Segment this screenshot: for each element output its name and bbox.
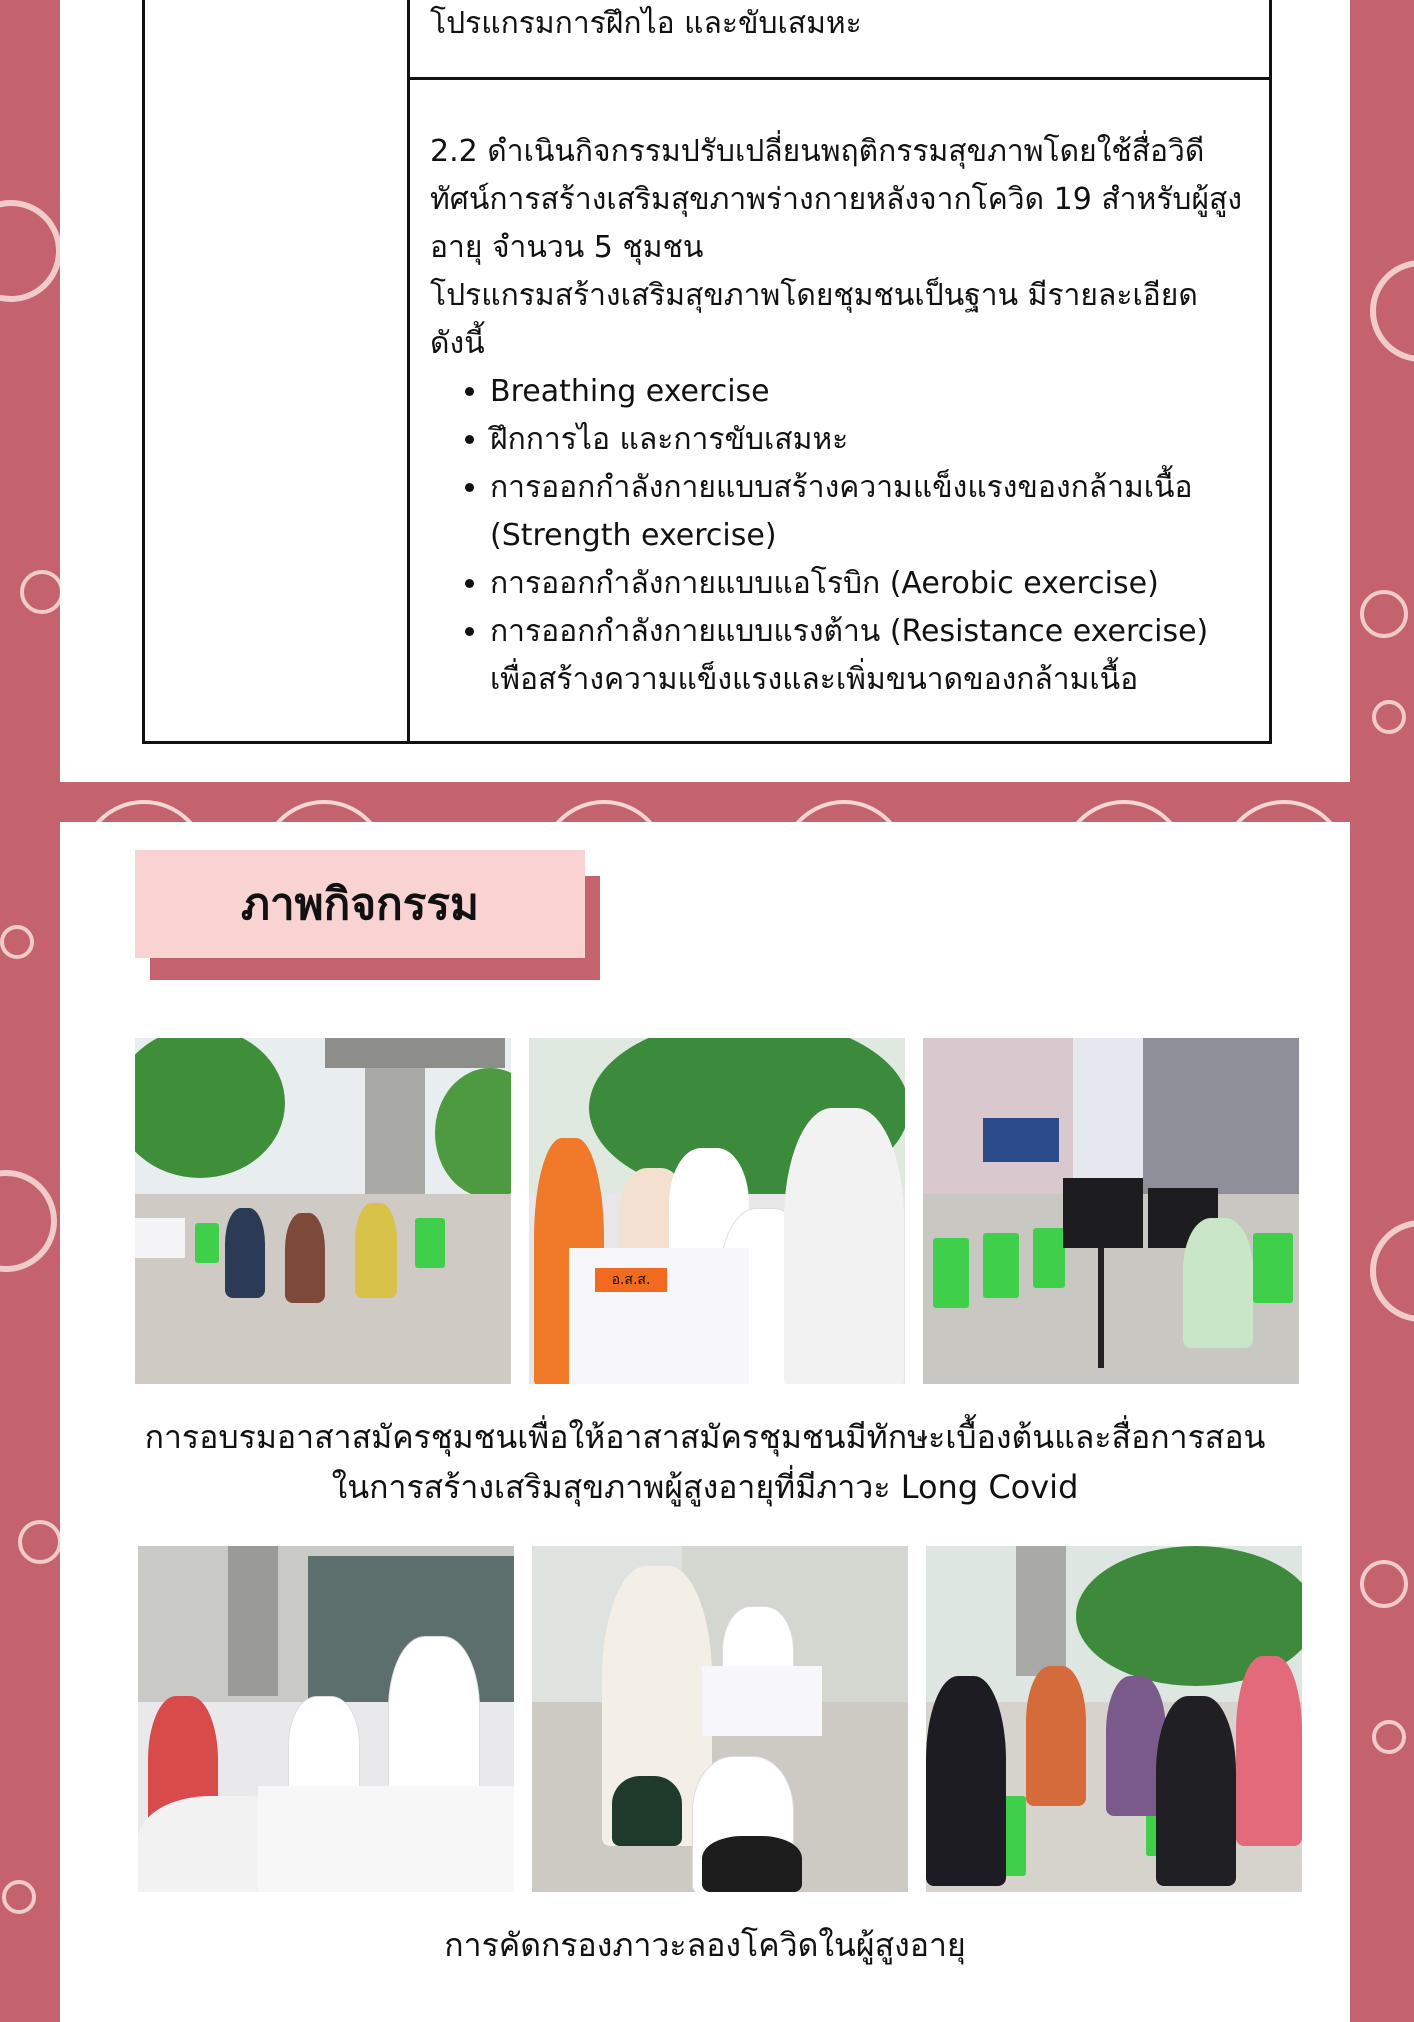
virus-motif-left-2 bbox=[20, 570, 64, 614]
virus-motif-right-6 bbox=[1372, 1720, 1406, 1754]
activity-photo-1 bbox=[135, 1038, 511, 1384]
virus-motif-left-4 bbox=[0, 1170, 57, 1272]
table-cell-activity bbox=[430, 128, 1250, 704]
virus-motif-right-1 bbox=[1370, 260, 1414, 362]
list-item: • การออกกำลังกายแบบสร้างความแข็งแรงของกล้ามเนื้อ (Strength exercise) bbox=[490, 464, 1250, 560]
activity-photo-5 bbox=[532, 1546, 908, 1892]
virus-motif-right-2 bbox=[1360, 590, 1408, 638]
virus-motif-left-1 bbox=[0, 200, 62, 302]
table-sign: อ.ส.ส. bbox=[595, 1268, 667, 1292]
caption-training bbox=[60, 1412, 1350, 1512]
virus-motif-right-5 bbox=[1360, 1560, 1408, 1608]
caption-screening bbox=[60, 1920, 1350, 1970]
virus-motif-left-5 bbox=[18, 1520, 62, 1564]
activity-photo-6 bbox=[926, 1546, 1302, 1892]
virus-motif-right-4 bbox=[1370, 1220, 1414, 1322]
list-item: • การออกกำลังกายแบบแรงต้าน (Resistance exercise) เพื่อสร้างความแข็งแรงและเพิ่มขนาดของกล้ามเนื้อ bbox=[490, 608, 1250, 704]
activity-photo-3 bbox=[923, 1038, 1299, 1384]
caption-training-line-2: ในการสร้างเสริมสุขภาพผู้สูงอายุที่มีภาวะ Long Covid bbox=[331, 1468, 1079, 1506]
decorative-strip bbox=[60, 782, 1350, 822]
table-cell-top bbox=[430, 0, 1250, 80]
virus-motif-left-6 bbox=[2, 1880, 36, 1914]
activity-photo-2 bbox=[529, 1038, 905, 1384]
virus-motif-left-3 bbox=[0, 925, 34, 959]
exercise-list bbox=[430, 368, 1250, 704]
top-cell-text: โปรแกรมการฝึกไอ และขับเสมหะ bbox=[430, 6, 862, 41]
virus-motif-right-3 bbox=[1372, 700, 1406, 734]
table-column-divider bbox=[407, 0, 410, 741]
activity-photo-4 bbox=[138, 1546, 514, 1892]
section-heading: ภาพกิจกรรม bbox=[135, 850, 585, 958]
caption-screening-text: การคัดกรองภาวะลองโควิดในผู้สูงอายุ bbox=[444, 1926, 966, 1964]
list-item: • การออกกำลังกายแบบแอโรบิก (Aerobic exercise) bbox=[490, 560, 1250, 608]
activity-intro: 2.2 ดำเนินกิจกรรมปรับเปลี่ยนพฤติกรรมสุขภาพโดยใช้สื่อวิดีทัศน์การสร้างเสริมสุขภาพร่างกายหลังจากโควิด 19 สำหรับผู้สูงอายุ จำนวน 5 ชุมชน bbox=[430, 134, 1243, 265]
caption-training-line-1: การอบรมอาสาสมัครชุมชนเพื่อให้อาสาสมัครชุมชนมีทักษะเบื้องต้นและสื่อการสอน bbox=[144, 1418, 1266, 1456]
list-item: • Breathing exercise bbox=[490, 368, 1250, 416]
list-item: • ฝึกการไอ และการขับเสมหะ bbox=[490, 416, 1250, 464]
program-line: โปรแกรมสร้างเสริมสุขภาพโดยชุมชนเป็นฐาน มีรายละเอียดดังนี้ bbox=[430, 278, 1198, 361]
